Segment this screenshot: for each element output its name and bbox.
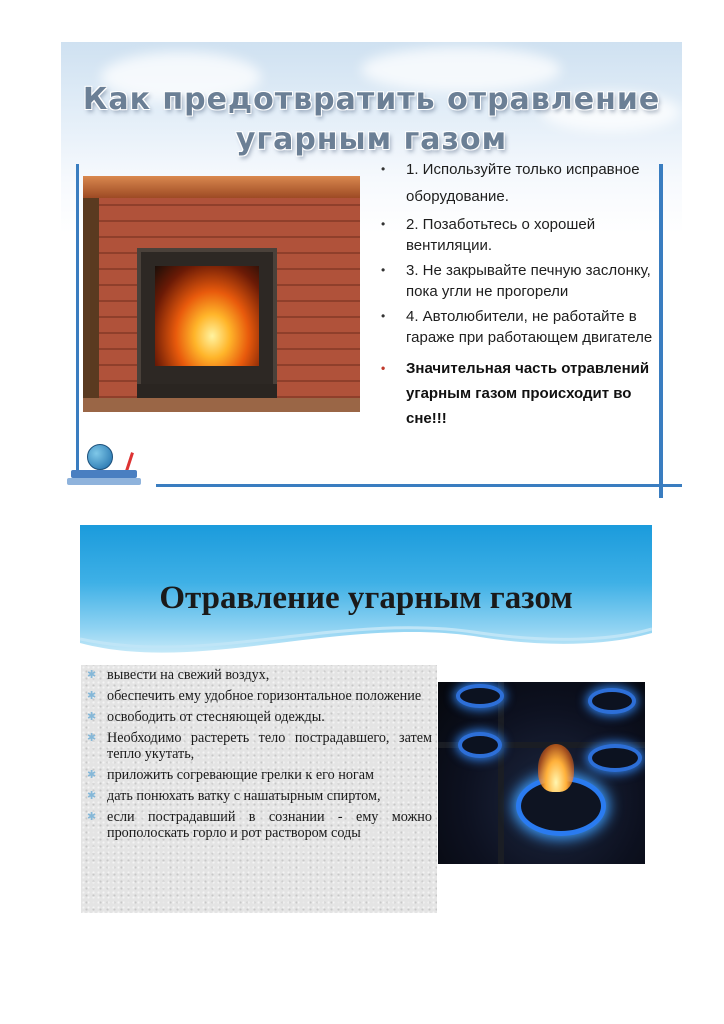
bullet-icon: • [381,217,386,231]
first-aid-item: ✱ если пострадавший в сознании - ему можно прополоскать горло и рот раствором соды [87,809,432,841]
gas-burner-photo [438,682,645,864]
bullet-icon: ✱ [87,790,97,802]
slide-first-aid [80,525,652,961]
first-aid-item: ✱ освободить от стесняющей одежды. [87,709,325,725]
bullet-icon: ✱ [87,811,97,823]
bullet-icon: • [381,162,386,176]
bullet-icon: ✱ [87,669,97,681]
bullet-icon: ✱ [87,690,97,702]
fireplace-shelf [83,198,99,412]
tip-item: • 3. Не закрывайте печную заслонку, пока угли не прогорели [381,262,651,300]
first-aid-item: ✱ обеспечить ему удобное горизонтальное положение [87,688,422,704]
bullet-icon: ✱ [87,732,97,744]
stove-grate [498,682,504,864]
slide-prevention [61,42,682,498]
first-aid-item: ✱ приложить согревающие грелки к его ногам [87,767,375,783]
tip-item: • 2. Позаботьтесь о хорошей вентиляции. [381,216,596,254]
slide1-title-line2: угарным газом [235,122,508,158]
bullet-icon: • [381,309,386,323]
slide1-title [61,80,682,160]
books-icon [71,470,137,478]
warning-item: • Значительная часть отравлений угарным газом происходит во сне!!! [379,356,659,431]
frame-line-left [76,164,79,482]
gas-flame [538,744,574,792]
globe-books-icon [65,444,157,492]
slide1-title-line1: Как предотвратить отравление [82,82,661,118]
fire-flames [155,266,259,366]
burner-ring [456,684,504,708]
globe-icon [87,444,113,470]
frame-line-bottom [156,484,682,487]
burner-ring [458,732,502,758]
bullet-icon: • [381,263,386,277]
first-aid-item: ✱ дать понюхать ватку с нашатырным спиртом, [87,788,381,804]
fireplace-floor [83,398,360,412]
bullet-icon: ✱ [87,769,97,781]
fireplace-firebox [137,248,277,388]
fireplace-photo [83,176,360,412]
fireplace-mantel [83,176,360,198]
first-aid-item: ✱ вывести на свежий воздух, [87,667,270,683]
prevention-tips-list [379,156,659,435]
first-aid-item: ✱ Необходимо растереть тело пострадавшего, затем тепло укутать, [87,730,432,762]
burner-ring [588,688,636,714]
bullet-icon: ✱ [87,711,97,723]
burner-ring [588,744,642,772]
frame-line-right [659,164,663,498]
books-icon [67,478,141,485]
first-aid-list [87,667,432,846]
tip-item: • 1. Используйте только исправное оборудование. [379,156,659,210]
slide2-title: Отравление угарным газом [159,580,573,617]
tip-item: • 4. Автолюбители, не работайте в гараже при работающем двигателе [381,308,653,346]
bullet-icon: • [381,361,386,375]
first-aid-box [81,665,437,913]
